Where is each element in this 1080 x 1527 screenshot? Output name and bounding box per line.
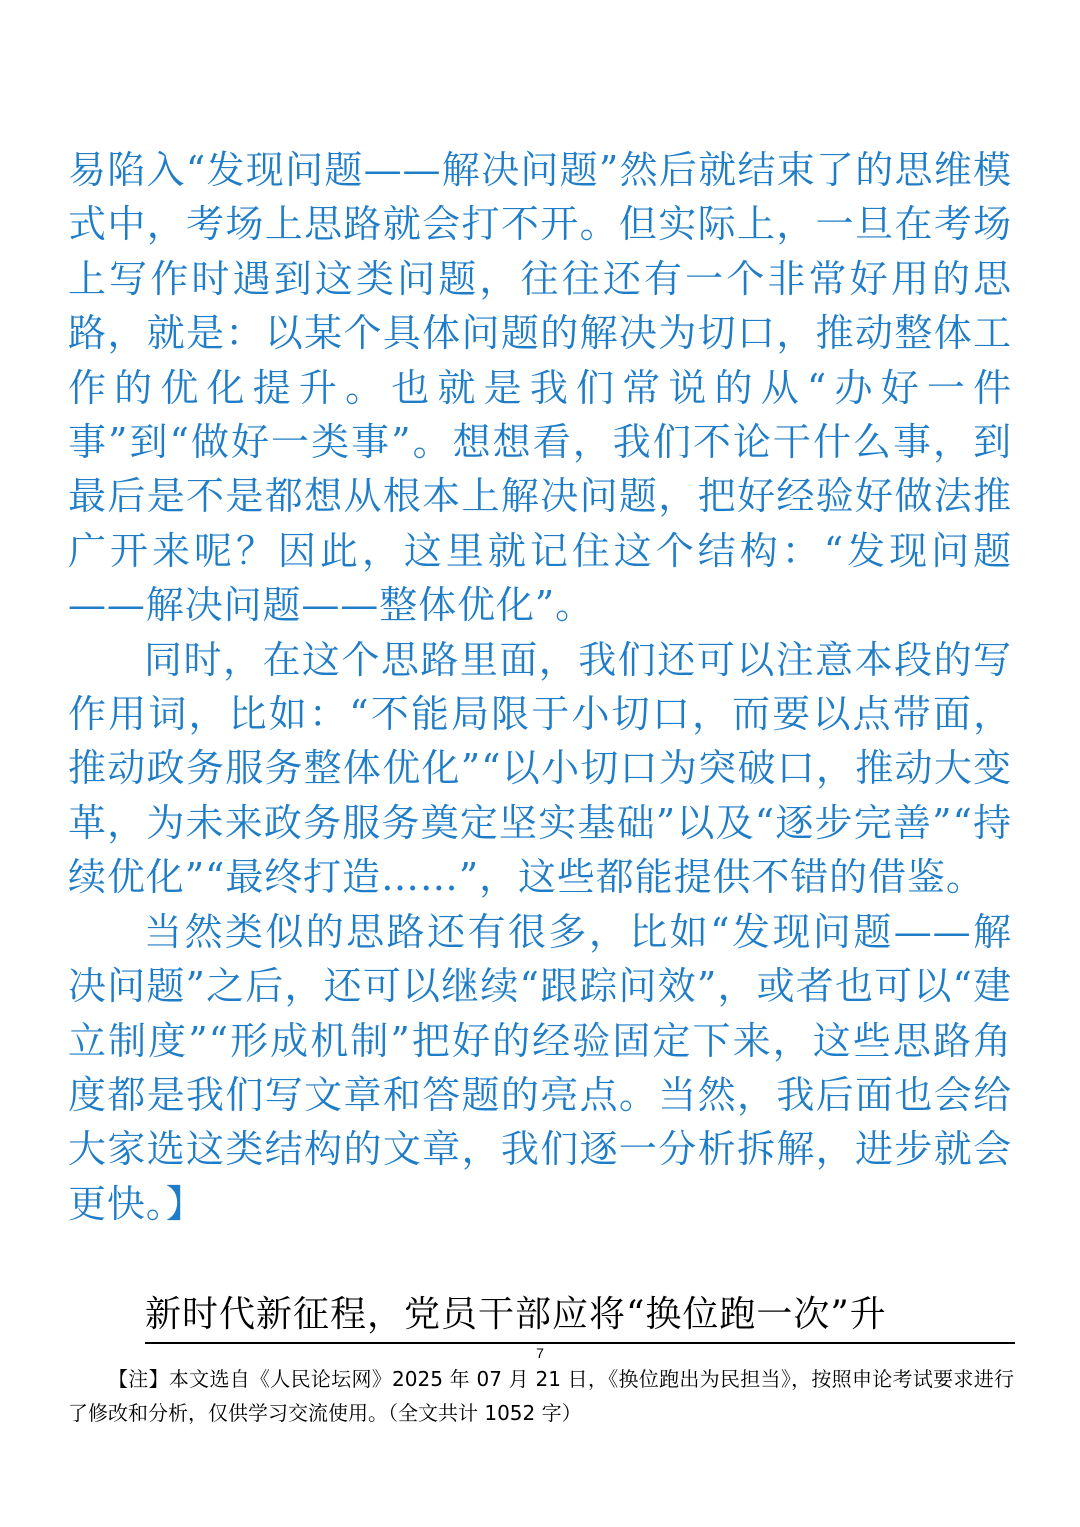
- page-number: 7: [536, 1345, 544, 1361]
- article-headline: 新时代新征程，党员干部应将“换位跑一次”升: [145, 1292, 1015, 1344]
- commentary-paragraph-2: 同时，在这个思路里面，我们还可以注意本段的写作用词，比如：“不能局限于小切口，而要以点带面，推动政务服务整体优化”“以小切口为突破口，推动大变革，为未来政务服务奠定坚实基础”以及“逐步完善”“持续优化”“最终打造……”，这些都能提供不错的借鉴。: [68, 637, 1012, 900]
- commentary-paragraph-1: 易陷入“发现问题——解决问题”然后就结束了的思维模式中，考场上思路就会打不开。但实际上，一旦在考场上写作时遇到这类问题，往往还有一个非常好用的思路，就是：以某个具体问题的解决为切口，推动整体工作的优化提升。也就是我们常说的从“办好一件事”到“做好一类事”。想想看，我们不论干什么事，到最后是不是都想从根本上解决问题，把好经验好做法推广开来呢？因此，这里就记住这个结构：“发现问题——解决问题——整体优化”。: [68, 148, 1012, 628]
- analysis-commentary: [68, 143, 1012, 1231]
- commentary-paragraph-3: 当然类似的思路还有很多，比如“发现问题——解决问题”之后，还可以继续“跟踪问效”，或者也可以“建立制度”“形成机制”把好的经验固定下来，这些思路角度都是我们写文章和答题的亮点。当然，我后面也会给大家选这类结构的文章，我们逐一分析拆解，进步就会更快。】: [68, 909, 1012, 1226]
- source-note: 【注】本文选自《人民论坛网》2025 年 07 月 21 日，《换位跑出为民担当》，按照申论考试要求进行了修改和分析，仅供学习交流使用。（全文共计 1052 字）: [68, 1367, 1014, 1425]
